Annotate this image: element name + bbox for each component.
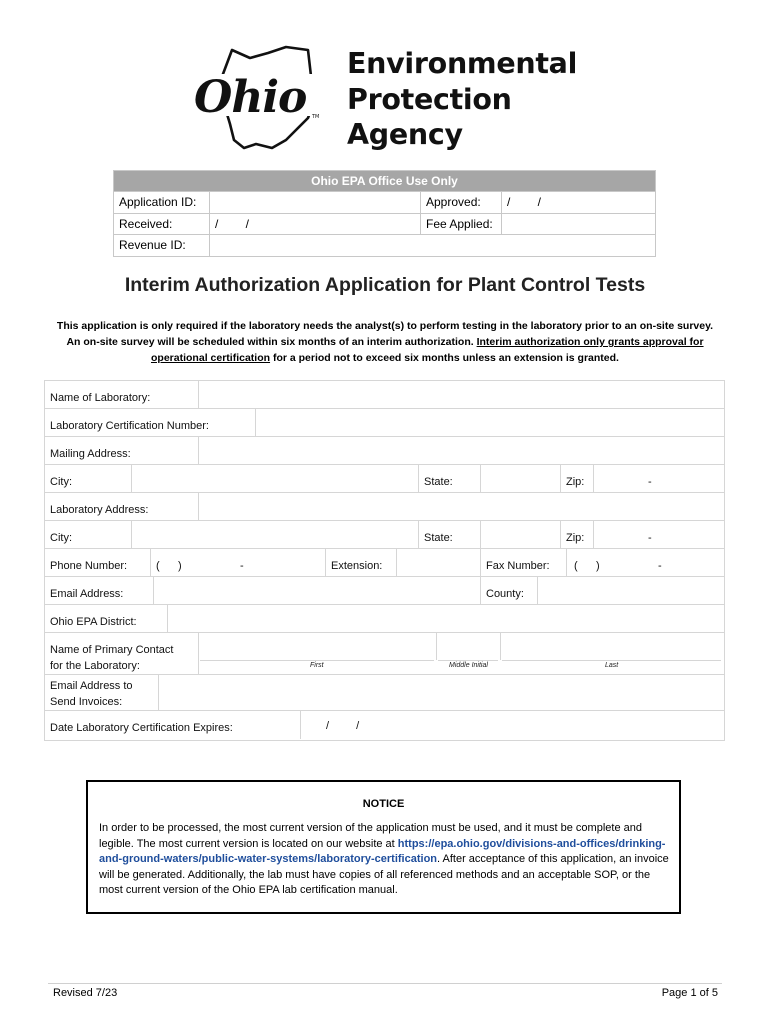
notice-text-2: . After acceptance of this application, an invoice will be generated. Additionally, the lab must have copies of all referenced methods and an acceptable SOP, or the most current version of the Ohio EPA lab certification manual.	[99, 853, 669, 896]
fax-dash: -	[658, 560, 662, 572]
row-cert-number	[44, 408, 725, 437]
contact-last-field[interactable]	[502, 634, 721, 661]
lab-city-field[interactable]	[133, 522, 413, 546]
extension-field[interactable]	[398, 550, 478, 574]
ohio-logo	[190, 44, 340, 154]
lab-state-field[interactable]	[482, 522, 558, 546]
intro-text-1: This application is only required if the laboratory needs the analyst(s) to perform testing in the laboratory prior to an on-site survey. An on-site survey will be scheduled within six months of an interim authorization.	[56, 320, 714, 348]
row-mailing-address	[44, 436, 725, 465]
mailing-address-label: Mailing Address:	[50, 448, 131, 460]
zip-label: Zip:	[566, 476, 585, 488]
revenue-id-field[interactable]	[210, 235, 656, 257]
agency-name	[347, 46, 577, 153]
contact-middle-field[interactable]	[438, 634, 498, 661]
notice-text-1: In order to be processed, the most current version of the application must be used, and it must be complete and legible. The most current version is located on our website at	[99, 822, 642, 850]
cert-expires-label: Date Laboratory Certification Expires:	[50, 722, 233, 734]
office-use-table	[113, 170, 656, 257]
contact-label-line-2: for the Laboratory:	[50, 660, 140, 672]
phone-dash: -	[240, 560, 244, 572]
cert-expires-field[interactable]	[302, 712, 721, 737]
first-caption: First	[310, 662, 324, 669]
lab-address-label: Laboratory Address:	[50, 504, 149, 516]
svg-text:TM: TM	[312, 114, 320, 120]
invoice-email-label	[50, 678, 133, 710]
invoice-email-label-line-2: Send Invoices:	[50, 696, 123, 708]
row-lab-city	[44, 520, 725, 549]
lab-name-field[interactable]	[200, 382, 720, 406]
approved-label: Approved:	[421, 192, 502, 214]
fax-label: Fax Number:	[486, 560, 550, 572]
revenue-id-label: Revenue ID:	[114, 235, 210, 257]
phone-label: Phone Number:	[50, 560, 128, 572]
mailing-city-field[interactable]	[133, 466, 413, 490]
invoice-email-label-line-1: Email Address to	[50, 680, 133, 692]
email-field[interactable]	[155, 578, 477, 602]
cert-expires-slashes: / /	[326, 720, 360, 732]
zip-dash-2: -	[648, 532, 652, 544]
row-district	[44, 604, 725, 633]
phone-area-code: ( )	[156, 560, 182, 572]
lab-name-label: Name of Laboratory:	[50, 392, 151, 404]
lab-zip-field[interactable]	[595, 522, 721, 546]
page-number: Page 1 of 5	[661, 987, 718, 999]
intro-text-2: for a period not to exceed six months unless an extension is granted.	[272, 352, 619, 364]
notice-box	[86, 780, 681, 914]
city-label-2: City:	[50, 532, 72, 544]
received-label: Received:	[114, 213, 210, 235]
row-mailing-city	[44, 464, 725, 493]
fax-area-code: ( )	[574, 560, 600, 572]
received-date-field[interactable]: / /	[210, 213, 421, 235]
footer-divider	[48, 983, 722, 984]
agency-name-line-1: Environmental	[347, 47, 578, 80]
state-label-2: State:	[424, 532, 453, 544]
revision-date: Revised 7/23	[53, 987, 118, 999]
row-lab-name	[44, 380, 725, 409]
email-label: Email Address:	[50, 588, 124, 600]
district-label: Ohio EPA District:	[50, 616, 137, 628]
row-email	[44, 576, 725, 605]
fee-applied-label: Fee Applied:	[421, 213, 502, 235]
invoice-email-field[interactable]	[160, 676, 721, 708]
svg-text:Ohio: Ohio	[194, 72, 307, 123]
city-label: City:	[50, 476, 72, 488]
office-use-header: Ohio EPA Office Use Only	[114, 171, 656, 192]
contact-first-field[interactable]	[200, 634, 434, 661]
row-primary-contact	[44, 632, 725, 675]
contact-label-line-1: Name of Primary Contact	[50, 644, 174, 656]
agency-name-line-3: Agency	[347, 118, 463, 151]
page-title: Interim Authorization Application for Plant Control Tests	[124, 274, 646, 296]
laboratory-form	[44, 380, 725, 740]
extension-label: Extension:	[331, 560, 383, 572]
row-cert-expires	[44, 710, 725, 739]
fee-applied-field[interactable]	[502, 213, 656, 235]
application-id-label: Application ID:	[114, 192, 210, 214]
row-lab-address	[44, 492, 725, 521]
row-invoice-email	[44, 674, 725, 711]
row-phone	[44, 548, 725, 577]
last-caption: Last	[605, 662, 619, 669]
district-field[interactable]	[169, 606, 721, 630]
mailing-state-field[interactable]	[482, 466, 558, 490]
county-label: County:	[486, 588, 524, 600]
zip-label-2: Zip:	[566, 532, 585, 544]
lab-address-field[interactable]	[200, 494, 720, 518]
notice-title: NOTICE	[362, 798, 405, 810]
county-field[interactable]	[539, 578, 721, 602]
mailing-zip-field[interactable]	[595, 466, 721, 490]
application-id-field[interactable]	[210, 192, 421, 214]
intro-underlined-text: Interim authorization only grants approval for operational certification	[151, 336, 704, 364]
approved-date-field[interactable]: / /	[502, 192, 656, 214]
fax-field[interactable]	[568, 550, 721, 574]
mailing-address-field[interactable]	[200, 438, 720, 462]
cert-number-field[interactable]	[257, 410, 720, 434]
middle-caption: Middle Initial	[449, 662, 488, 669]
agency-name-line-2: Protection	[347, 82, 512, 116]
contact-label	[50, 642, 173, 674]
state-label: State:	[424, 476, 453, 488]
zip-dash: -	[648, 476, 652, 488]
cert-number-label: Laboratory Certification Number:	[50, 420, 209, 432]
phone-field[interactable]	[152, 550, 322, 574]
certification-link[interactable]: https://epa.ohio.gov/divisions-and-offices/drinking-and-ground-waters/public-water-systems/laboratory-certification	[99, 837, 666, 865]
notice-body	[99, 821, 671, 899]
intro-paragraph	[56, 318, 714, 366]
